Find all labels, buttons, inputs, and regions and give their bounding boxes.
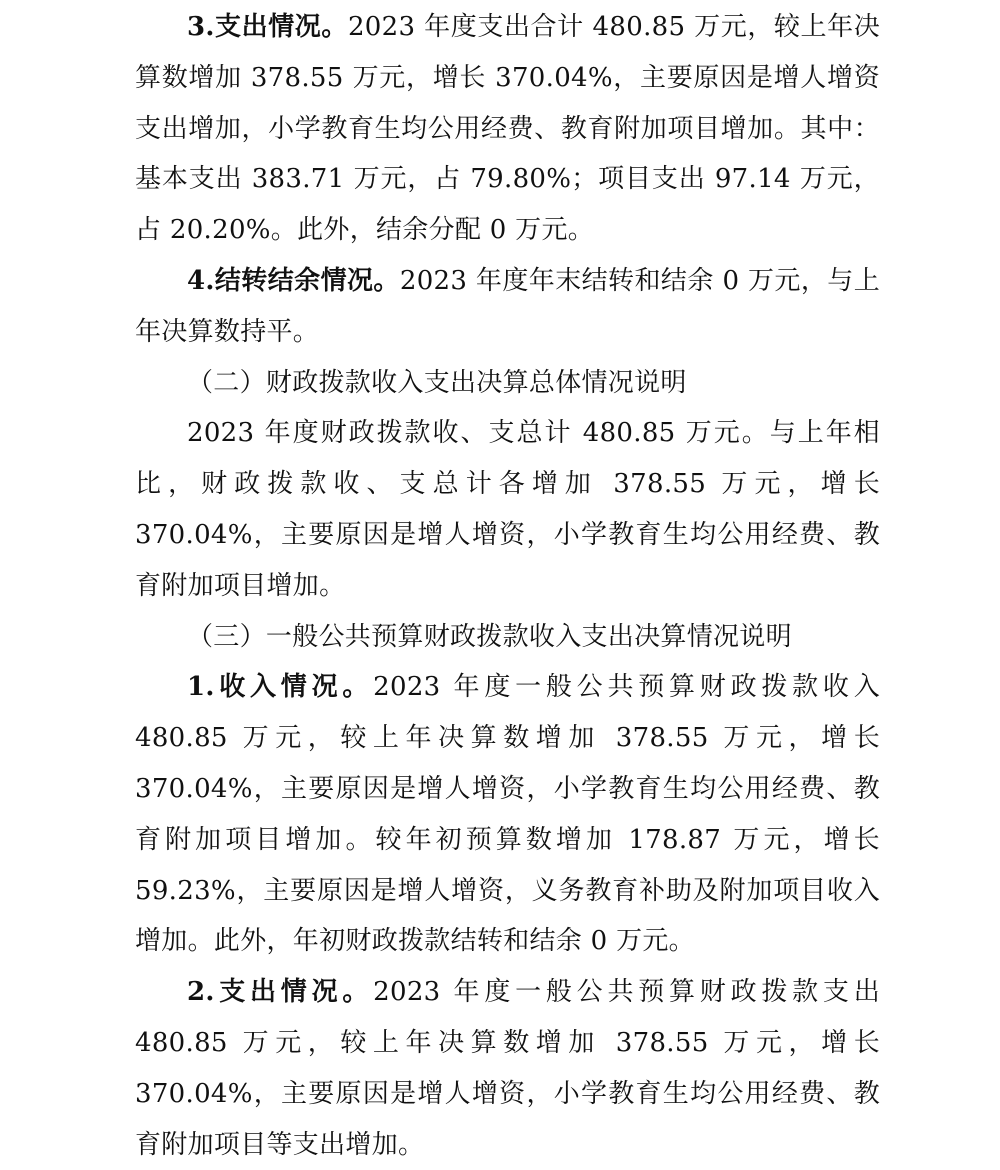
paragraph-text-income: 2023 年度一般公共预算财政拨款收入 480.85 万元，较上年决算数增加 378.55 万元，增长 370.04%，主要原因是增人增资，小学教育生均公用经费、教育附加项目增加。较年初预算数增加 178.87 万元，增长 59.23%，主要原因是增人增资，义务教育补助及附加项目收入增加。此外，年初财政拨款结转和结余 0 万元。 xyxy=(135,672,880,957)
section-heading-general-budget-text: （三）一般公共预算财政拨款收入支出决算情况说明 xyxy=(187,621,792,652)
section-heading-fiscal-overall xyxy=(135,358,880,409)
document-page xyxy=(135,2,880,1170)
paragraph-heading-income: 1.收入情况。 xyxy=(187,672,374,703)
paragraph-heading-carryover: 4.结转结余情况。 xyxy=(187,265,400,296)
paragraph-heading-expenditure: 3.支出情况。 xyxy=(187,12,348,42)
paragraph-text-fiscal-overall: 2023 年度财政拨款收、支总计 480.85 万元。与上年相比，财政拨款收、支总计各增加 378.55 万元，增长 370.04%，主要原因是增人增资，小学教育生均公用经费、教育附加项目增加。 xyxy=(135,418,880,601)
paragraph-carryover xyxy=(135,256,880,358)
section-heading-fiscal-overall-text: （二）财政拨款收入支出决算总体情况说明 xyxy=(187,367,687,398)
paragraph-text-expenditure: 2023 年度支出合计 480.85 万元，较上年决算数增加 378.55 万元，增长 370.04%，主要原因是增人增资支出增加，小学教育生均公用经费、教育附加项目增加。其中：基本支出 383.71 万元，占 79.80%；项目支出 97.14 万元，占 20.20%。此外，结余分配 0 万元。 xyxy=(135,12,880,246)
paragraph-general-expenditure xyxy=(135,967,880,1170)
paragraph-expenditure xyxy=(135,2,880,256)
paragraph-income xyxy=(135,662,880,967)
paragraph-fiscal-overall xyxy=(135,408,880,611)
section-heading-general-budget xyxy=(135,612,880,663)
paragraph-heading-general-expenditure: 2.支出情况。 xyxy=(187,977,374,1008)
paragraph-text-carryover: 2023 年度年末结转和结余 0 万元，与上年决算数持平。 xyxy=(135,265,880,347)
paragraph-text-general-expenditure: 2023 年度一般公共预算财政拨款支出 480.85 万元，较上年决算数增加 378.55 万元，增长 370.04%，主要原因是增人增资，小学教育生均公用经费、教育附加项目等支出增加。 xyxy=(135,977,880,1160)
